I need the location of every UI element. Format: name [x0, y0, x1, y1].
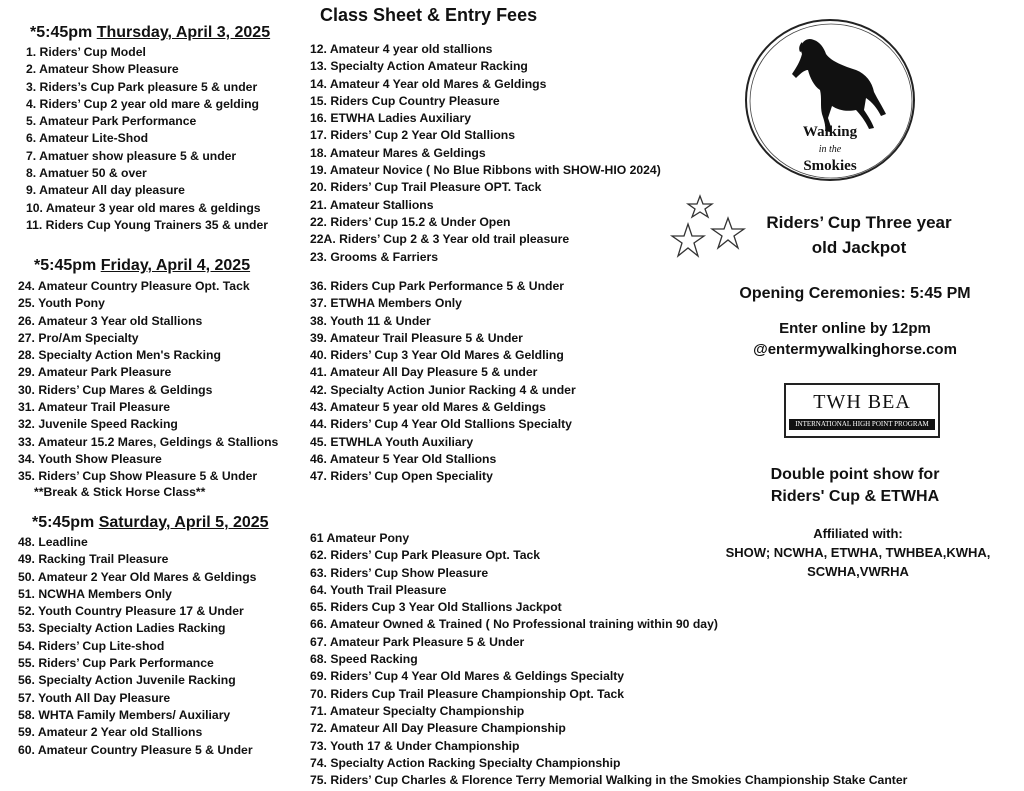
friday-header — [34, 257, 250, 275]
class-item: 68. Speed Racking — [310, 652, 418, 667]
class-item: 28. Specialty Action Men's Racking — [18, 348, 221, 363]
class-item: 60. Amateur Country Pleasure 5 & Under — [18, 742, 253, 757]
walking-in-the-smokies-logo — [740, 14, 920, 186]
class-item: 58. WHTA Family Members/ Auxiliary — [18, 707, 231, 722]
page-title: Class Sheet & Entry Fees — [320, 5, 538, 25]
logo-line2: in the — [818, 144, 842, 155]
class-item: 2. Amateur Show Pleasure — [26, 62, 179, 77]
class-item: 22A. Riders’ Cup 2 & 3 Year old trail pleasure — [310, 232, 570, 247]
saturday-class-list — [18, 534, 256, 759]
jackpot-line2: old Jackpot — [811, 238, 907, 257]
class-item: 10. Amateur 3 year old mares & geldings — [26, 200, 261, 215]
thursday-class-list-2 — [310, 41, 661, 266]
class-item: 23. Grooms & Farriers — [310, 249, 439, 264]
class-item: 35. Riders’ Cup Show Pleasure 5 & Under — [18, 469, 258, 484]
class-item: 9. Amateur All day pleasure — [26, 183, 185, 198]
class-item: 51. NCWHA Members Only — [18, 586, 172, 601]
class-item: 18. Amateur Mares & Geldings — [310, 145, 486, 160]
class-item: 52. Youth Country Pleasure 17 & Under — [18, 604, 244, 619]
jackpot-line1: Riders’ Cup Three year — [766, 213, 952, 232]
saturday-date: Saturday, April 5, 2025 — [98, 514, 269, 531]
thursday-header — [30, 24, 270, 42]
class-item: 27. Pro/Am Specialty — [18, 330, 139, 345]
break-note: **Break & Stick Horse Class** — [34, 485, 206, 499]
class-item: 29. Amateur Park Pleasure — [18, 365, 172, 380]
thursday-date: Thursday, April 3, 2025 — [96, 24, 271, 41]
class-item: 70. Riders Cup Trail Pleasure Championship Opt. Tack — [310, 686, 625, 701]
friday-date: Friday, April 4, 2025 — [100, 257, 251, 274]
thursday-time: *5:45pm — [30, 24, 97, 41]
class-item: 17. Riders’ Cup 2 Year Old Stallions — [310, 128, 516, 143]
double-line2: Riders' Cup & ETWHA — [770, 488, 940, 505]
class-item: 38. Youth 11 & Under — [310, 313, 431, 328]
class-item: 7. Amatuer show pleasure 5 & under — [26, 148, 237, 163]
class-item: 49. Racking Trail Pleasure — [18, 552, 169, 567]
class-item: 21. Amateur Stallions — [310, 197, 434, 212]
logo-line1: Walking — [802, 124, 858, 140]
class-item: 12. Amateur 4 year old stallions — [310, 42, 493, 56]
affiliated-line1: SHOW; NCWHA, ETWHA, TWHBEA,KWHA, — [725, 545, 991, 560]
class-item: 20. Riders’ Cup Trail Pleasure OPT. Tack — [310, 180, 542, 195]
class-item: 62. Riders’ Cup Park Pleasure Opt. Tack — [310, 548, 541, 563]
class-item: 56. Specialty Action Juvenile Racking — [18, 673, 236, 688]
class-item: 25. Youth Pony — [18, 296, 105, 311]
enter-line1: Enter online by 12pm — [779, 320, 931, 337]
class-item: 45. ETWHLA Youth Auxiliary — [310, 434, 474, 449]
class-item: 48. Leadline — [18, 535, 88, 549]
saturday-time: *5:45pm — [32, 514, 99, 531]
class-item: 43. Amateur 5 year old Mares & Geldings — [310, 400, 546, 415]
class-item: 74. Specialty Action Racking Specialty Championship — [310, 755, 621, 770]
twhbea-program: INTERNATIONAL HIGH POINT PROGRAM — [789, 419, 935, 430]
class-item: 13. Specialty Action Amateur Racking — [310, 59, 528, 74]
class-item: 34. Youth Show Pleasure — [18, 451, 162, 466]
twhbea-logo — [784, 383, 940, 438]
class-item: 40. Riders’ Cup 3 Year Old Mares & Geldling — [310, 348, 564, 363]
class-item: 67. Amateur Park Pleasure 5 & Under — [310, 634, 525, 649]
class-item: 57. Youth All Day Pleasure — [18, 690, 171, 705]
friday-time: *5:45pm — [34, 257, 101, 274]
class-item: 61 Amateur Pony — [310, 531, 410, 545]
class-item: 37. ETWHA Members Only — [310, 296, 462, 311]
class-item: 39. Amateur Trail Pleasure 5 & Under — [310, 330, 523, 345]
class-item: 15. Riders Cup Country Pleasure — [310, 93, 500, 108]
class-item: 47. Riders’ Cup Open Speciality — [310, 469, 493, 484]
class-item: 22. Riders’ Cup 15.2 & Under Open — [310, 214, 511, 229]
horse-icon — [792, 39, 886, 132]
double-point-block — [720, 464, 990, 508]
class-item: 42. Specialty Action Junior Racking 4 & under — [310, 382, 576, 397]
class-item: 11. Riders Cup Young Trainers 35 & under — [26, 217, 269, 232]
thursday-class-list — [26, 44, 268, 234]
twhbea-name: TWH BEA — [813, 391, 911, 413]
class-item: 69. Riders’ Cup 4 Year Old Mares & Geldings Specialty — [310, 669, 625, 684]
friday-class-list — [18, 278, 278, 486]
logo-line3: Smokies — [803, 158, 857, 174]
double-line1: Double point show for — [770, 466, 940, 483]
class-item: 65. Riders Cup 3 Year Old Stallions Jackpot — [310, 600, 562, 615]
class-item: 59. Amateur 2 Year old Stallions — [18, 725, 203, 740]
class-item: 73. Youth 17 & Under Championship — [310, 738, 520, 753]
jackpot-block — [740, 210, 978, 260]
class-item: 54. Riders’ Cup Lite-shod — [18, 638, 165, 653]
affiliated-label: Affiliated with: — [813, 526, 903, 541]
class-item: 44. Riders’ Cup 4 Year Old Stallions Specialty — [310, 417, 572, 432]
class-item: 36. Riders Cup Park Performance 5 & Under — [310, 279, 564, 293]
class-item: 26. Amateur 3 Year old Stallions — [18, 313, 203, 328]
class-item: 3. Riders’s Cup Park pleasure 5 & under — [26, 79, 258, 94]
class-item: 8. Amatuer 50 & over — [26, 166, 147, 181]
class-item: 4. Riders’ Cup 2 year old mare & gelding — [26, 96, 259, 111]
class-item: 41. Amateur All Day Pleasure 5 & under — [310, 365, 538, 380]
class-item: 72. Amateur All Day Pleasure Championship — [310, 721, 566, 736]
class-item: 31. Amateur Trail Pleasure — [18, 400, 170, 415]
class-item: 14. Amateur 4 Year old Mares & Geldings — [310, 76, 547, 91]
class-item: 50. Amateur 2 Year Old Mares & Geldings — [18, 569, 257, 584]
class-item: 30. Riders’ Cup Mares & Geldings — [18, 382, 213, 397]
saturday-header — [32, 514, 269, 532]
class-item: 6. Amateur Lite-Shod — [26, 131, 149, 146]
class-item: 1. Riders’ Cup Model — [26, 45, 146, 59]
class-item: 32. Juvenile Speed Racking — [18, 417, 178, 432]
class-item: 19. Amateur Novice ( No Blue Ribbons with SHOW-HIO 2024) — [310, 163, 661, 178]
class-item: 66. Amateur Owned & Trained ( No Professional training within 90 day) — [310, 617, 718, 632]
friday-class-list-2 — [310, 278, 576, 486]
class-item: 75. Riders’ Cup Charles & Florence Terry Memorial Walking in the Smokies Championship Stake Canter — [310, 773, 908, 788]
opening-ceremonies: Opening Ceremonies: 5:45 PM — [739, 285, 971, 302]
enter-online-block — [720, 318, 990, 360]
stars-icon — [664, 194, 750, 268]
class-item: 63. Riders’ Cup Show Pleasure — [310, 565, 489, 580]
class-item: 24. Amateur Country Pleasure Opt. Tack — [18, 279, 250, 293]
class-item: 55. Riders’ Cup Park Performance — [18, 656, 214, 671]
class-item: 53. Specialty Action Ladies Racking — [18, 621, 226, 636]
class-item: 16. ETWHA Ladies Auxiliary — [310, 111, 471, 126]
enter-line2: @entermywalkinghorse.com — [753, 341, 957, 358]
affiliated-line2: SCWHA,VWRHA — [807, 564, 909, 579]
class-item: 5. Amateur Park Performance — [26, 114, 197, 129]
class-item: 33. Amateur 15.2 Mares, Geldings & Stallions — [18, 434, 279, 449]
affiliated-block — [712, 524, 1004, 581]
class-item: 46. Amateur 5 Year Old Stallions — [310, 451, 497, 466]
class-item: 64. Youth Trail Pleasure — [310, 582, 447, 597]
class-item: 71. Amateur Specialty Championship — [310, 703, 525, 718]
